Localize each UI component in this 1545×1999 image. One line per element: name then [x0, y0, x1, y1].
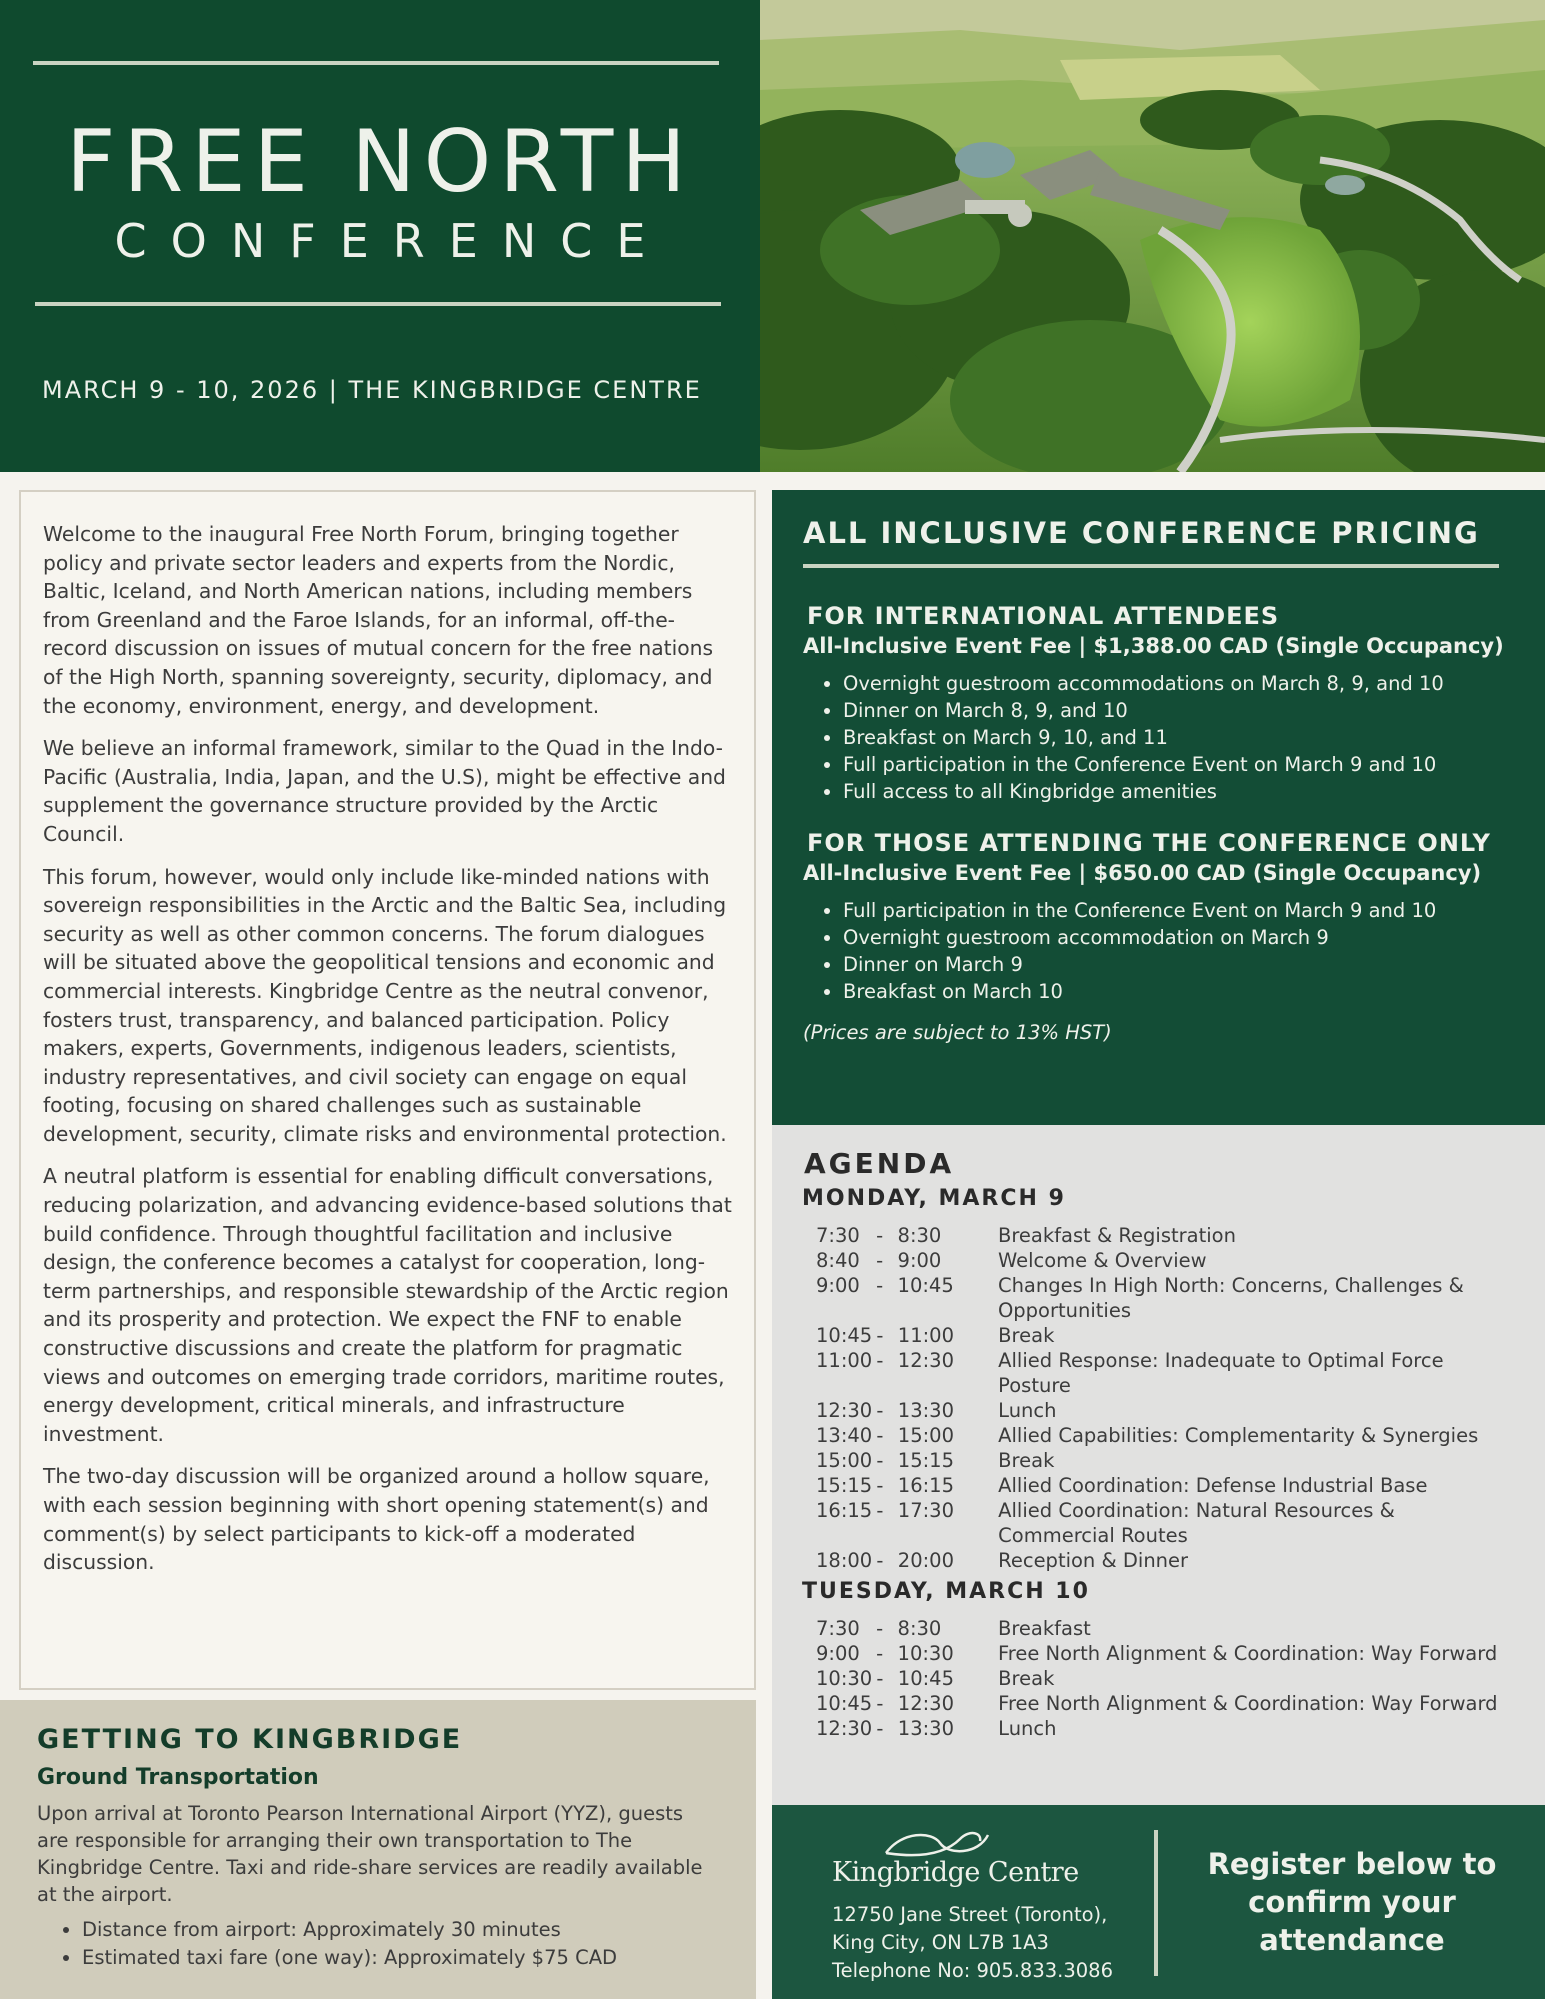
conference-only-fee: All-Inclusive Event Fee | $650.00 CAD (Single Occupancy)	[803, 861, 1482, 885]
agenda-row	[816, 1448, 1515, 1473]
agenda-end-time: 10:45	[897, 1667, 954, 1690]
agenda-end-time: 11:00	[897, 1324, 954, 1347]
venue-aerial-photo	[760, 0, 1545, 472]
tuesday-heading: TUESDAY, MARCH 10	[802, 1579, 1090, 1604]
intro-paragraph: The two-day discussion will be organized around a hollow square, with each session beginning with short opening statement(s) and comment(s) by select participants to kick-off a moderated discussion.	[43, 1464, 710, 1575]
agenda-dash: -	[876, 1717, 884, 1740]
agenda-section	[772, 1125, 1545, 1805]
pricing-section	[772, 490, 1545, 1125]
list-item: • Full access to all Kingbridge amenities	[843, 778, 1514, 805]
agenda-session-title: Break	[998, 1667, 1055, 1690]
agenda-start-time: 9:00	[816, 1642, 860, 1665]
intro-paragraph: We believe an informal framework, similar to the Quad in the Indo-Pacific (Australia, India, Japan, and the U.S), might be effective and supplement the governance structure provided by the Arctic Council.	[43, 736, 726, 846]
agenda-dash: -	[876, 1449, 884, 1472]
list-item: • Dinner on March 8, 9, and 10	[843, 697, 1514, 724]
agenda-session-title: Changes In High North: Concerns, Challenges & Opportunities	[997, 1274, 1464, 1322]
getting-heading: GETTING TO KINGBRIDGE	[37, 1724, 463, 1755]
agenda-row	[816, 1716, 1515, 1741]
agenda-start-time: 7:30	[816, 1224, 860, 1247]
agenda-start-time: 7:30	[816, 1617, 860, 1640]
venue-address	[832, 1901, 1113, 1985]
conference-only-inclusions	[803, 897, 1514, 1005]
monday-schedule	[816, 1223, 1515, 1573]
agenda-dash: -	[876, 1274, 884, 1297]
address-line: 12750 Jane Street (Toronto),	[832, 1903, 1108, 1926]
list-item: • Overnight guestroom accommodations on March 8, 9, and 10	[843, 670, 1514, 697]
tax-note: (Prices are subject to 13% HST)	[803, 1021, 1112, 1044]
agenda-heading: AGENDA	[804, 1147, 955, 1180]
agenda-session-title: Lunch	[998, 1717, 1057, 1740]
agenda-row	[816, 1473, 1515, 1498]
agenda-start-time: 9:00	[816, 1274, 860, 1297]
agenda-row	[816, 1641, 1515, 1666]
agenda-dash: -	[876, 1549, 884, 1572]
agenda-dash: -	[876, 1249, 884, 1272]
agenda-session-title: Free North Alignment & Coordination: Way Forward	[998, 1692, 1498, 1715]
agenda-row	[816, 1323, 1515, 1348]
agenda-start-time: 10:45	[816, 1324, 873, 1347]
header-banner	[0, 0, 760, 472]
address-line: King City, ON L7B 1A3	[832, 1931, 1049, 1954]
monday-heading: MONDAY, MARCH 9	[802, 1186, 1066, 1211]
agenda-row	[816, 1691, 1515, 1716]
agenda-row	[816, 1398, 1515, 1423]
intro-paragraph: This forum, however, would only include like-minded nations with sovereign responsibilities in the Arctic and the Baltic Sea, including security as well as other common concerns. The forum dialogues will be situated above the geopolitical tensions and economic and commercial interests. Kingbridge Centre as the neutral convenor, fosters trust, transparency, and balanced participation. Policy makers, experts, Governments, indigenous leaders, scientists, industry representatives, and civil society can engage on equal footing, focusing on shared challenges such as sustainable development, security, climate risks and environmental protection.	[43, 864, 727, 1146]
agenda-session-title: Allied Coordination: Natural Resources & Commercial Routes	[998, 1499, 1395, 1547]
header-top-rule	[33, 61, 719, 65]
agenda-end-time: 9:00	[897, 1249, 942, 1272]
agenda-session-title: Break	[998, 1449, 1055, 1472]
kingbridge-swirl-icon	[882, 1827, 992, 1861]
list-item: • Distance from airport: Approximately 30 minutes	[82, 1916, 719, 1944]
list-item: • Breakfast on March 9, 10, and 11	[843, 724, 1514, 751]
agenda-dash: -	[876, 1324, 884, 1347]
agenda-end-time: 15:15	[897, 1449, 954, 1472]
agenda-end-time: 17:30	[897, 1499, 954, 1522]
agenda-row	[816, 1616, 1515, 1641]
footer-band	[772, 1805, 1545, 1999]
ground-transportation-heading: Ground Transportation	[37, 1765, 319, 1790]
agenda-dash: -	[876, 1642, 884, 1665]
agenda-dash: -	[876, 1692, 884, 1715]
agenda-session-title: Welcome & Overview	[997, 1249, 1207, 1272]
agenda-start-time: 13:40	[816, 1424, 873, 1447]
agenda-row	[816, 1248, 1515, 1273]
agenda-end-time: 8:30	[897, 1224, 942, 1247]
agenda-dash: -	[876, 1224, 884, 1247]
agenda-end-time: 16:15	[897, 1474, 954, 1497]
agenda-session-title: Allied Capabilities: Complementarity & Synergies	[998, 1424, 1479, 1447]
agenda-row	[816, 1348, 1515, 1398]
agenda-dash: -	[876, 1399, 884, 1422]
agenda-start-time: 16:15	[816, 1499, 873, 1522]
international-inclusions	[803, 670, 1514, 805]
agenda-row	[816, 1423, 1515, 1448]
agenda-end-time: 8:30	[897, 1617, 942, 1640]
agenda-start-time: 8:40	[816, 1249, 860, 1272]
phone-line: Telephone No: 905.833.3086	[832, 1959, 1113, 1982]
agenda-dash: -	[876, 1424, 884, 1447]
agenda-row	[816, 1223, 1515, 1248]
agenda-row	[816, 1548, 1515, 1573]
agenda-dash: -	[876, 1617, 884, 1640]
agenda-row	[816, 1273, 1515, 1323]
agenda-end-time: 13:30	[897, 1399, 954, 1422]
agenda-session-title: Break	[998, 1324, 1055, 1347]
agenda-session-title: Free North Alignment & Coordination: Way Forward	[997, 1642, 1498, 1665]
agenda-session-title: Reception & Dinner	[998, 1549, 1189, 1572]
agenda-end-time: 10:30	[897, 1642, 954, 1665]
agenda-start-time: 12:30	[816, 1399, 873, 1422]
agenda-end-time: 20:00	[897, 1549, 954, 1572]
international-fee: All-Inclusive Event Fee | $1,388.00 CAD (Single Occupancy)	[803, 634, 1504, 658]
agenda-dash: -	[876, 1349, 884, 1372]
agenda-start-time: 11:00	[816, 1349, 873, 1372]
event-date-venue: MARCH 9 - 10, 2026 | THE KINGBRIDGE CENTRE	[42, 376, 702, 404]
agenda-end-time: 15:00	[897, 1424, 954, 1447]
agenda-start-time: 18:00	[816, 1549, 873, 1572]
list-item: • Breakfast on March 10	[843, 978, 1514, 1005]
agenda-end-time: 10:45	[897, 1274, 954, 1297]
header-bottom-rule	[35, 302, 721, 306]
agenda-start-time: 15:00	[816, 1449, 873, 1472]
agenda-start-time: 10:45	[816, 1692, 873, 1715]
agenda-session-title: Allied Coordination: Defense Industrial Base	[998, 1474, 1428, 1497]
kingbridge-logo: Kingbridge Centre	[832, 1857, 1079, 1888]
footer-divider	[1154, 1830, 1158, 1976]
list-item: • Estimated taxi fare (one way): Approximately $75 CAD	[82, 1944, 719, 1972]
intro-section	[19, 490, 756, 1690]
agenda-row	[816, 1666, 1515, 1691]
agenda-session-title: Allied Response: Inadequate to Optimal Force Posture	[998, 1349, 1444, 1397]
intro-paragraph: A neutral platform is essential for enabling difficult conversations, reducing polarization, and advancing evidence-based solutions that build confidence. Through thoughtful facilitation and inclusive design, the conference becomes a catalyst for cooperation, long-term partnerships, and responsible stewardship of the Arctic region and its prosperity and protection. We expect the FNF to enable constructive discussions and create the platform for pragmatic views and outcomes on emerging trade corridors, maritime routes, energy development, critical minerals, and infrastructure investment.	[43, 1164, 732, 1446]
international-heading: FOR INTERNATIONAL ATTENDEES	[807, 602, 1280, 630]
pricing-heading: ALL INCLUSIVE CONFERENCE PRICING	[803, 516, 1480, 550]
agenda-dash: -	[876, 1667, 884, 1690]
agenda-session-title: Breakfast	[997, 1617, 1091, 1640]
agenda-session-title: Lunch	[998, 1399, 1057, 1422]
list-item: • Full participation in the Conference Event on March 9 and 10	[843, 751, 1514, 778]
intro-paragraph: Welcome to the inaugural Free North Forum, bringing together policy and private sector leaders and experts from the Nordic, Baltic, Iceland, and North American nations, including members from Greenland and the Faroe Islands, for an informal, off-the-record discussion on issues of mutual concern for the free nations of the High North, spanning sovereignty, security, diplomacy, and the economy, environment, energy, and development.	[43, 522, 714, 718]
conference-only-heading: FOR THOSE ATTENDING THE CONFERENCE ONLY	[807, 829, 1491, 857]
list-item: • Overnight guestroom accommodation on March 9	[843, 924, 1514, 951]
page-title: FREE NORTH	[66, 112, 694, 212]
register-callout: Register below to confirm your attendance	[1207, 1847, 1497, 1957]
agenda-start-time: 10:30	[816, 1667, 873, 1690]
tuesday-schedule	[816, 1616, 1515, 1741]
agenda-start-time: 12:30	[816, 1717, 873, 1740]
agenda-dash: -	[876, 1474, 884, 1497]
agenda-dash: -	[876, 1499, 884, 1522]
transportation-text: Upon arrival at Toronto Pearson International Airport (YYZ), guests are responsible for arranging their own transportation to The Kingbridge Centre. Taxi and ride-share services are readily available at the airport.	[37, 1802, 703, 1906]
agenda-row	[816, 1498, 1515, 1548]
agenda-start-time: 15:15	[816, 1474, 873, 1497]
list-item: • Full participation in the Conference Event on March 9 and 10	[843, 897, 1514, 924]
aerial-landscape-image	[760, 0, 1545, 472]
list-item: • Dinner on March 9	[843, 951, 1514, 978]
agenda-end-time: 13:30	[897, 1717, 954, 1740]
page-subtitle: CONFERENCE	[114, 214, 670, 268]
pricing-rule	[803, 564, 1499, 568]
agenda-end-time: 12:30	[897, 1349, 954, 1372]
agenda-session-title: Breakfast & Registration	[997, 1224, 1236, 1247]
transportation-list	[37, 1916, 719, 1972]
getting-to-kingbridge-section	[0, 1700, 756, 1999]
agenda-end-time: 12:30	[897, 1692, 954, 1715]
